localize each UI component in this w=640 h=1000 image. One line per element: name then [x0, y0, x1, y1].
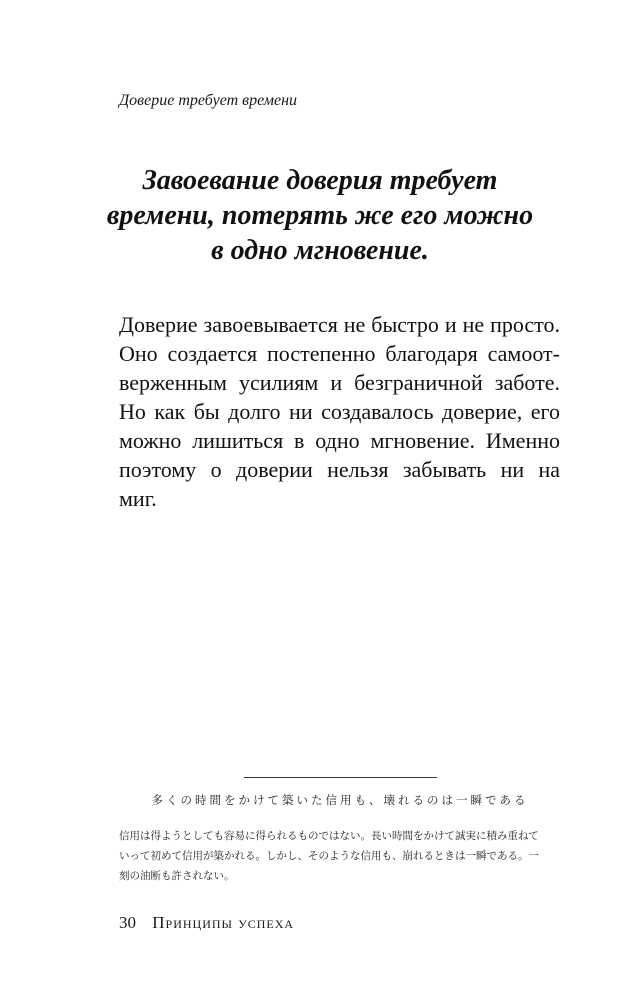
- chapter-headline: [90, 163, 550, 268]
- japanese-line: 刻の油断も許されない。: [119, 870, 235, 882]
- headline-line: времени, потерять же его можно: [106, 200, 534, 231]
- running-head: Доверие требует времени: [119, 92, 298, 109]
- page-footer: [119, 913, 294, 933]
- headline-line: в одно мгновение.: [211, 235, 429, 266]
- body-line: верженным усилиям и безграничной заботе.: [119, 370, 560, 395]
- headline-line: Завоевание доверия требует: [142, 165, 498, 196]
- body-line: миг.: [119, 486, 157, 511]
- page-number: 30: [119, 913, 136, 932]
- body-line: Доверие завоевывается не быстро и не просто.: [119, 312, 560, 337]
- japanese-heading: 多くの時間をかけて築いた信用も、壊れるのは一瞬である: [151, 793, 529, 807]
- japanese-line: いって初めて信用が築かれる。しかし、そのような信用も、崩れるときは一瞬である。一: [119, 850, 539, 862]
- body-line: Оно создается постепенно благодаря самоот-: [119, 341, 560, 366]
- divider-rule: [244, 777, 437, 778]
- body-line: можно лишиться в одно мгновение. Именно: [119, 428, 560, 453]
- body-line: поэтому о доверии нельзя забывать ни на: [119, 457, 560, 482]
- japanese-line: 信用は得ようとしても容易に得られるものではない。長い時間をかけて誠実に積み重ねて: [119, 830, 539, 842]
- book-title: Принципы успеха: [152, 913, 295, 932]
- body-line: Но как бы долго ни создавалось доверие, его: [119, 399, 560, 424]
- body-paragraph: [119, 310, 560, 513]
- japanese-paragraph: [119, 826, 560, 886]
